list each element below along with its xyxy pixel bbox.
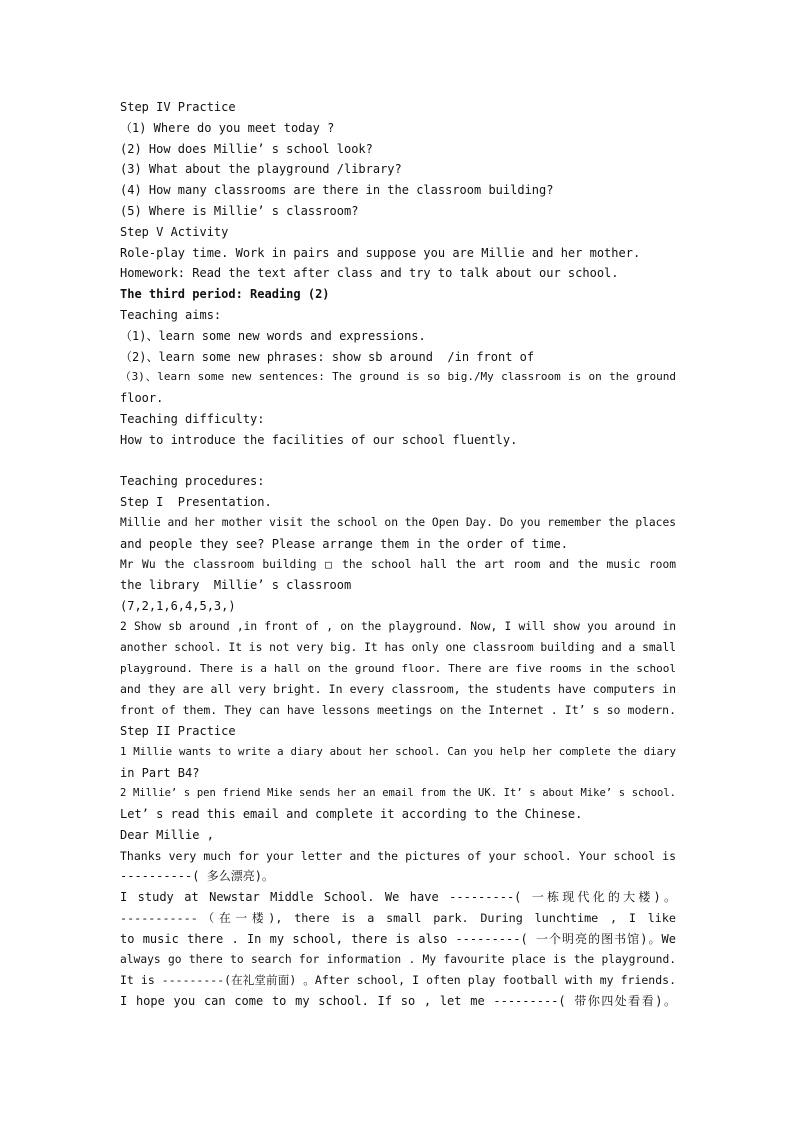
paragraph-2-line-5: front of them. They can have lessons meetings on the Internet . It’ s so modern. [120, 703, 676, 718]
paragraph-2-line-2: another school. It is not very big. It has only one classroom building and a small [120, 640, 676, 654]
email-line-6: always go there to search for information . My favourite place is the playground. [120, 952, 676, 966]
question-4: (4) How many classrooms are there in the classroom building? [120, 183, 554, 198]
presentation-text-1: Millie and her mother visit the school on the Open Day. Do you remember the places [120, 515, 676, 529]
question-5: (5) Where is Millie’ s classroom? [120, 203, 359, 218]
paragraph-2-line-4: and they are all very bright. In every classroom, the students have computers in [120, 682, 676, 697]
order-answer: (7,2,1,6,4,5,3,) [120, 599, 236, 614]
email-line-7: It is ---------(在礼堂前面) 。After school, I often play football with my friends. [120, 973, 676, 988]
step-iv-heading: Step IV Practice [120, 100, 236, 114]
places-list-2: the library Millie’ s classroom [120, 578, 352, 593]
paragraph-2-line-1: 2 Show sb around ,in front of , on the playground. Now, I will show you around in [120, 619, 676, 633]
practice-1-line-1: 1 Millie wants to write a diary about her school. Can you help her complete the diary [120, 744, 676, 758]
practice-2-line-2: Let’ s read this email and complete it according to the Chinese. [120, 807, 583, 822]
teaching-procedures-heading: Teaching procedures: [120, 474, 265, 489]
email-greeting: Dear Millie , [120, 827, 214, 842]
question-1: （1) Where do you meet today ? [120, 120, 335, 135]
email-line-5: to music there . In my school, there is also ---------( 一个明亮的图书馆)。We [120, 931, 676, 946]
third-period-heading: The third period: Reading (2) [120, 287, 330, 302]
email-line-4: -----------（在一楼), there is a small park. During lunchtime , I like [120, 911, 676, 926]
role-play-text: Role-play time. Work in pairs and suppose you are Millie and her mother. [120, 245, 641, 260]
practice-1-line-2: in Part B4? [120, 765, 200, 780]
practice-2-line-1: 2 Millie’ s pen friend Mike sends her an email from the UK. It’ s about Mike’ s school. [120, 787, 676, 800]
step-i-heading: Step I Presentation. [120, 495, 272, 510]
email-line-2: ----------( 多么漂亮)。 [120, 869, 274, 884]
question-3: (3) What about the playground /library? [120, 162, 402, 177]
question-2: (2) How does Millie’ s school look? [120, 141, 373, 156]
paragraph-2-line-3: playground. There is a hall on the ground floor. There are five rooms in the school [120, 661, 676, 675]
step-v-heading: Step V Activity [120, 224, 229, 239]
email-line-8: I hope you can come to my school. If so , let me ---------( 带你四处看看)。 [120, 994, 676, 1009]
aim-1: （1)、learn some new words and expressions. [120, 328, 426, 343]
teaching-aims-heading: Teaching aims: [120, 307, 222, 322]
step-ii-heading: Step II Practice [120, 723, 236, 738]
document-page [120, 97, 676, 1012]
presentation-text-2: and people they see? Please arrange them in the order of time. [120, 536, 568, 551]
email-line-3: I study at Newstar Middle School. We have ---------( 一栋现代化的大楼)。 [120, 890, 676, 905]
aim-3-continued: floor. [120, 391, 164, 406]
places-list-1: Mr Wu the classroom building □ the school hall the art room and the music room [120, 557, 676, 571]
blank-line [120, 451, 676, 472]
aim-3: （3)、learn some new sentences: The ground is so big./My classroom is on the ground [120, 370, 676, 384]
homework-text: Homework: Read the text after class and try to talk about our school. [120, 266, 619, 281]
teaching-difficulty-text: How to introduce the facilities of our school fluently. [120, 432, 518, 447]
aim-2: （2)、learn some new phrases: show sb around /in front of [120, 349, 535, 364]
email-line-1: Thanks very much for your letter and the pictures of your school. Your school is [120, 848, 676, 863]
teaching-difficulty-heading: Teaching difficulty: [120, 411, 265, 426]
